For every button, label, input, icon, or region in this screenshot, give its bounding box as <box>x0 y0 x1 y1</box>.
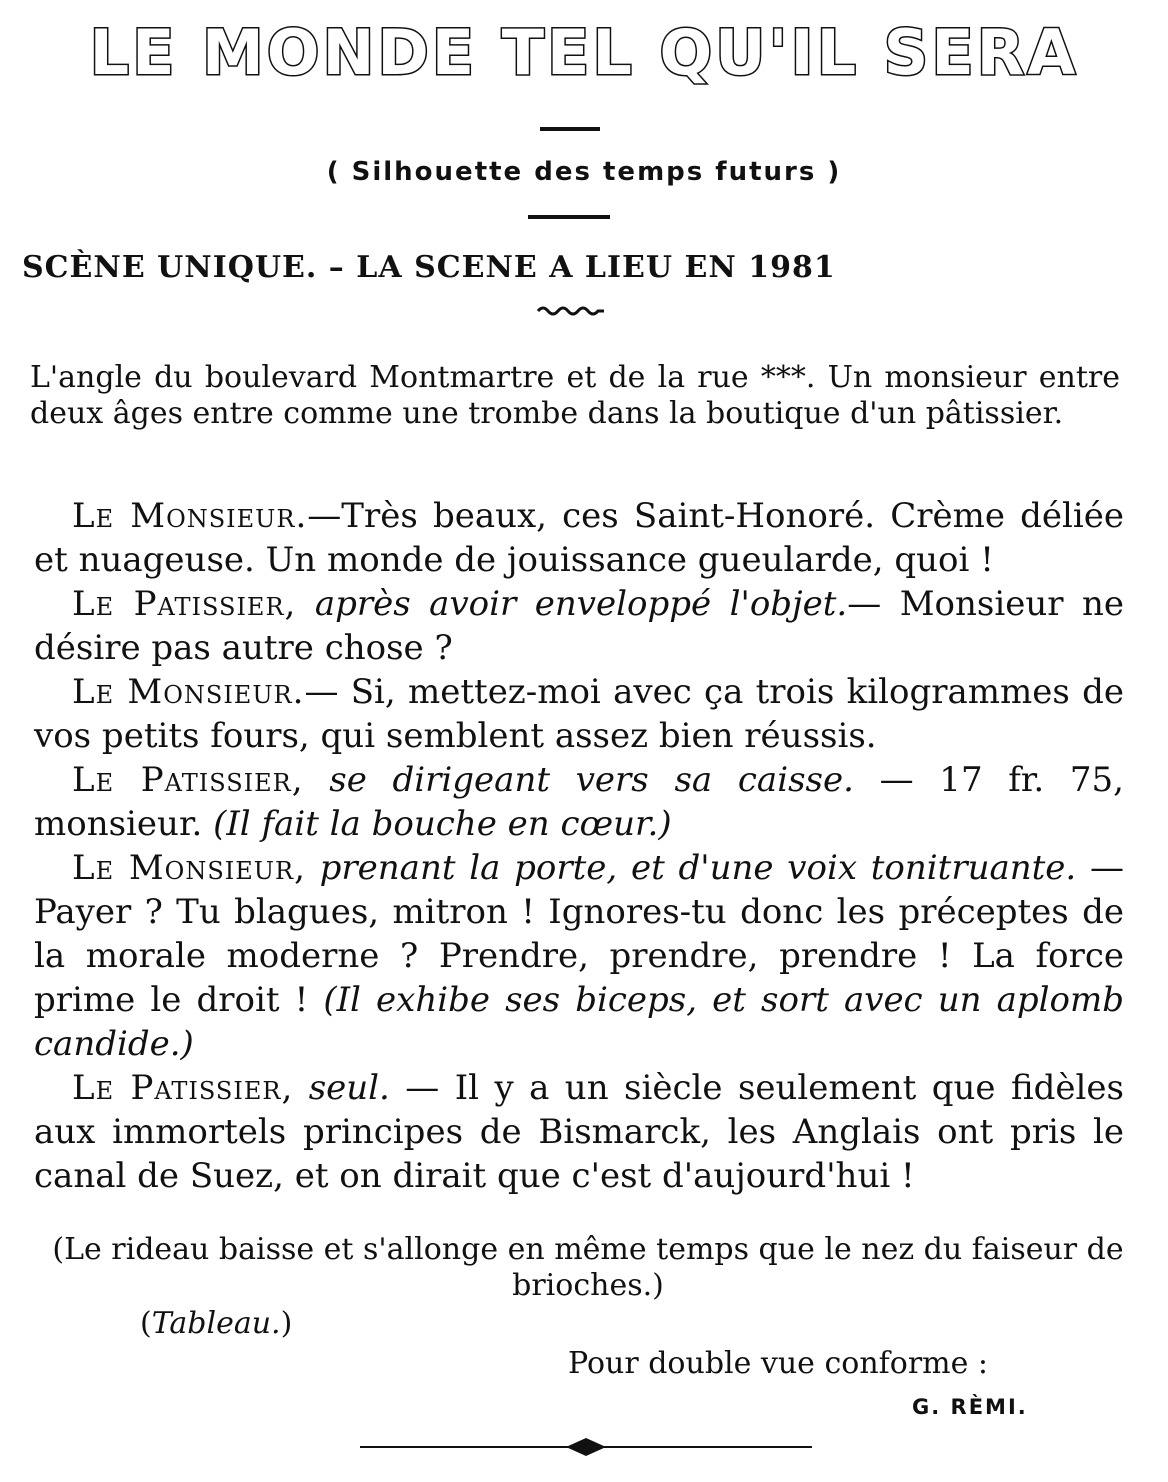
stage-direction: se dirigeant vers sa caisse. <box>303 760 854 800</box>
dialogue <box>34 494 1124 1198</box>
stage-direction: prenant la porte, et d'une voix tonitruante. <box>305 848 1077 888</box>
stage-direction-trailing: (Il fait la bouche en cœur.) <box>202 804 672 844</box>
squiggle-ornament <box>536 303 606 317</box>
stage-direction-intro: L'angle du boulevard Montmartre et de la rue ***. Un monsieur entre deux âges entre comme une trombe dans la boutique d'un pâtissier. <box>30 360 1120 431</box>
speaker-name: Le Monsieur, <box>72 848 306 888</box>
dialogue-line <box>34 846 1124 1066</box>
signature-line: Pour double vue conforme : <box>568 1346 988 1381</box>
subtitle-rule <box>528 215 610 219</box>
author-name: G. RÈMI. <box>912 1395 1028 1419</box>
speech-text: — Payer ? Tu blagues, mitron ! Ignores-tu donc les préceptes de la morale moderne ? Prendre, prendre, prendre ! La force prime le droit ! <box>34 848 1124 1020</box>
page-title: LE MONDE TEL QU'IL SERA <box>89 16 1079 89</box>
speech-text: — Monsieur ne désire pas autre chose ? <box>34 584 1124 668</box>
tableau-close: ) <box>280 1306 293 1341</box>
speech-text: — 17 fr. 75, monsieur. <box>34 760 1124 844</box>
speaker-name: Le Monsieur. <box>72 672 305 712</box>
speaker-name: Le Monsieur. <box>72 496 308 536</box>
title-rule <box>540 127 600 131</box>
speaker-name: Le Patissier, <box>72 760 304 800</box>
stage-direction: après avoir enveloppé l'objet. <box>296 584 848 624</box>
speech-text: — Il y a un siècle seulement que fidèles aux immortels principes de Bismarck, les Anglais ont pris le canal de Suez, et on dirait que c'est d'aujourd'hui ! <box>34 1068 1124 1196</box>
dialogue-line <box>34 1066 1124 1198</box>
end-ornament <box>360 1436 812 1458</box>
speaker-name: Le Patissier, <box>72 1068 294 1108</box>
speech-text: — Si, mettez-moi avec ça trois kilogrammes de vos petits fours, qui semblent assez bien réussis. <box>34 672 1124 756</box>
tableau-word: Tableau. <box>151 1306 281 1341</box>
speech-text: —Très beaux, ces Saint-Honoré. Crème déliée et nuageuse. Un monde de jouissance gueularde, quoi ! <box>34 496 1124 580</box>
stage-direction: seul. <box>293 1068 390 1108</box>
subtitle: ( Silhouette des temps futurs ) <box>326 157 842 187</box>
closing-stage-direction: (Le rideau baisse et s'allonge en même temps que le nez du faiseur de brioches.) <box>52 1232 1124 1303</box>
stage-direction-trailing: (Il exhibe ses biceps, et sort avec un aplomb candide.) <box>34 980 1124 1064</box>
dialogue-line <box>34 494 1124 582</box>
dialogue-line <box>34 582 1124 670</box>
scene-heading: SCÈNE UNIQUE. – LA SCENE A LIEU EN 1981 <box>22 250 836 285</box>
tableau-open: ( <box>140 1306 152 1341</box>
dialogue-line <box>34 758 1124 846</box>
tableau-note <box>140 1306 292 1342</box>
speaker-name: Le Patissier, <box>72 584 297 624</box>
dialogue-line <box>34 670 1124 758</box>
